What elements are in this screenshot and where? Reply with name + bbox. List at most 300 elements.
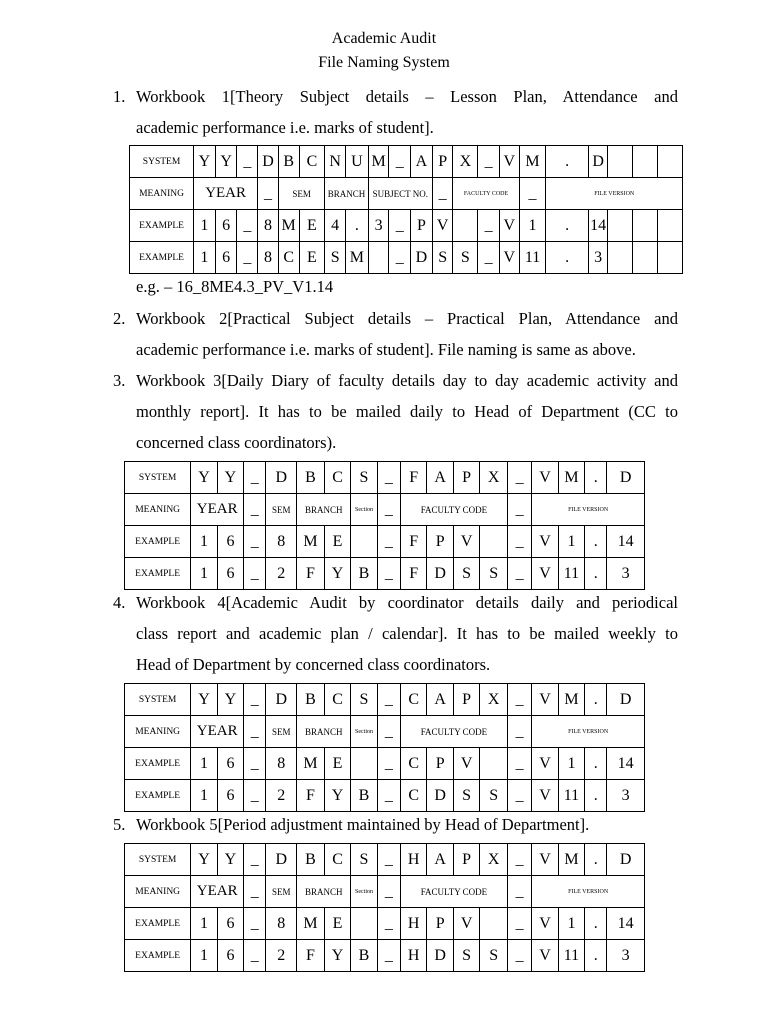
- meaning-branch: BRANCH: [297, 716, 351, 748]
- cell: C: [400, 684, 426, 716]
- cell: A: [427, 844, 453, 876]
- meaning-separator: _: [519, 178, 546, 210]
- cell: [480, 748, 508, 780]
- cell: A: [427, 684, 453, 716]
- cell: Y: [324, 940, 350, 972]
- cell: M: [368, 146, 389, 178]
- system-row: [125, 844, 645, 876]
- row-label: EXAMPLE: [125, 908, 191, 940]
- example-row: [125, 558, 645, 590]
- system-row: [125, 462, 645, 494]
- cell: C: [278, 242, 299, 274]
- cell: 14: [588, 210, 608, 242]
- meaning-separator: _: [432, 178, 453, 210]
- item-3-line-1: Workbook 3[Daily Diary of faculty details day to day academic activity and: [136, 371, 678, 390]
- cell: [633, 146, 658, 178]
- item-5-number: 5.: [113, 815, 126, 834]
- naming-table-workbook-1: [129, 145, 683, 274]
- cell: Y: [215, 146, 237, 178]
- cell: P: [427, 526, 453, 558]
- item-4-number: 4.: [113, 593, 126, 612]
- cell: _: [377, 558, 400, 590]
- cell: P: [453, 844, 479, 876]
- cell: E: [324, 526, 350, 558]
- cell: .: [546, 146, 588, 178]
- example-row: [130, 242, 683, 274]
- cell: .: [585, 684, 607, 716]
- cell: _: [478, 242, 500, 274]
- item-4-line-2: class report and academic plan / calendar]. It has to be mailed weekly to: [136, 624, 678, 643]
- cell: 6: [217, 526, 243, 558]
- meaning-section: Section: [351, 716, 377, 748]
- item-2-line-2: academic performance i.e. marks of student]. File naming is same as above.: [136, 340, 636, 359]
- meaning-separator: _: [507, 716, 531, 748]
- meaning-file-version: FILE VERSION: [546, 178, 683, 210]
- cell: V: [453, 908, 479, 940]
- meaning-row: [130, 178, 683, 210]
- cell: 2: [266, 558, 297, 590]
- cell: X: [480, 844, 508, 876]
- cell: 1: [519, 210, 546, 242]
- cell: 6: [217, 748, 243, 780]
- cell: A: [411, 146, 433, 178]
- document-subtitle: File Naming System: [318, 54, 450, 71]
- row-label: SYSTEM: [125, 684, 191, 716]
- cell: 1: [191, 526, 217, 558]
- cell: _: [377, 684, 400, 716]
- row-label: EXAMPLE: [130, 210, 194, 242]
- item-1-example-text: e.g. – 16_8ME4.3_PV_V1.14: [136, 277, 334, 296]
- row-label: MEANING: [125, 876, 191, 908]
- cell: 1: [558, 908, 584, 940]
- cell: [608, 242, 633, 274]
- cell: .: [585, 558, 607, 590]
- cell: [480, 526, 508, 558]
- cell: _: [377, 940, 400, 972]
- cell: _: [507, 780, 531, 812]
- cell: Y: [217, 684, 243, 716]
- cell: D: [607, 462, 645, 494]
- cell: 1: [558, 748, 584, 780]
- cell: .: [585, 526, 607, 558]
- cell: P: [432, 146, 453, 178]
- cell: S: [351, 844, 377, 876]
- cell: V: [532, 844, 558, 876]
- cell: E: [299, 210, 325, 242]
- cell: F: [400, 462, 426, 494]
- cell: Y: [191, 684, 217, 716]
- cell: S: [480, 558, 508, 590]
- cell: 6: [215, 242, 237, 274]
- meaning-separator: _: [244, 876, 266, 908]
- example-row: [125, 908, 645, 940]
- cell: Y: [191, 462, 217, 494]
- cell: _: [507, 526, 531, 558]
- cell: S: [325, 242, 346, 274]
- cell: 3: [607, 780, 645, 812]
- row-label: MEANING: [130, 178, 194, 210]
- cell: 11: [558, 780, 584, 812]
- cell: H: [400, 844, 426, 876]
- example-row: [130, 210, 683, 242]
- item-4-line-3: Head of Department by concerned class coordinators.: [136, 655, 491, 674]
- cell: .: [585, 462, 607, 494]
- item-3-line-2: monthly report]. It has to be mailed daily to Head of Department (CC to: [136, 402, 678, 421]
- meaning-separator: _: [244, 716, 266, 748]
- cell: .: [346, 210, 369, 242]
- cell: M: [558, 462, 584, 494]
- cell: V: [453, 748, 479, 780]
- meaning-sem: SEM: [266, 494, 297, 526]
- row-label: SYSTEM: [130, 146, 194, 178]
- cell: Y: [324, 558, 350, 590]
- cell: Y: [217, 462, 243, 494]
- cell: _: [244, 526, 266, 558]
- cell: [633, 210, 658, 242]
- row-label: SYSTEM: [125, 462, 191, 494]
- cell: 1: [191, 780, 217, 812]
- cell: S: [453, 780, 479, 812]
- cell: .: [585, 780, 607, 812]
- cell: _: [244, 844, 266, 876]
- meaning-separator: _: [258, 178, 279, 210]
- cell: D: [266, 462, 297, 494]
- cell: V: [532, 684, 558, 716]
- cell: _: [377, 526, 400, 558]
- cell: .: [585, 844, 607, 876]
- meaning-section: Section: [351, 494, 377, 526]
- row-label: EXAMPLE: [130, 242, 194, 274]
- cell: D: [588, 146, 608, 178]
- cell: 14: [607, 526, 645, 558]
- cell: V: [532, 940, 558, 972]
- cell: _: [377, 748, 400, 780]
- cell: M: [519, 146, 546, 178]
- meaning-year: YEAR: [194, 178, 258, 210]
- cell: D: [427, 558, 453, 590]
- meaning-sem: SEM: [266, 716, 297, 748]
- cell: P: [453, 684, 479, 716]
- example-row: [125, 748, 645, 780]
- meaning-separator: _: [507, 494, 531, 526]
- cell: E: [299, 242, 325, 274]
- row-label: EXAMPLE: [125, 558, 191, 590]
- meaning-faculty-code: FACULTY CODE: [453, 178, 519, 210]
- meaning-branch: BRANCH: [297, 876, 351, 908]
- cell: V: [499, 242, 519, 274]
- cell: Y: [324, 780, 350, 812]
- cell: S: [480, 780, 508, 812]
- example-row: [125, 940, 645, 972]
- cell: M: [297, 526, 325, 558]
- cell: _: [244, 940, 266, 972]
- meaning-separator: _: [244, 494, 266, 526]
- item-1-line-1: Workbook 1[Theory Subject details – Lesson Plan, Attendance and: [136, 87, 678, 106]
- cell: 1: [191, 908, 217, 940]
- cell: M: [558, 684, 584, 716]
- cell: [351, 526, 377, 558]
- cell: C: [400, 780, 426, 812]
- cell: 3: [588, 242, 608, 274]
- naming-table-workbook-4: [124, 683, 645, 812]
- cell: 8: [266, 908, 297, 940]
- example-row: [125, 526, 645, 558]
- cell: _: [478, 210, 500, 242]
- cell: .: [546, 242, 588, 274]
- cell: B: [351, 780, 377, 812]
- cell: 1: [191, 940, 217, 972]
- cell: 11: [558, 558, 584, 590]
- meaning-sem: SEM: [278, 178, 325, 210]
- item-3-number: 3.: [113, 371, 126, 390]
- meaning-file-version: FILE VERSION: [532, 876, 645, 908]
- cell: 8: [258, 242, 279, 274]
- cell: B: [297, 462, 325, 494]
- cell: _: [507, 462, 531, 494]
- cell: M: [278, 210, 299, 242]
- meaning-separator: _: [377, 494, 400, 526]
- cell: _: [244, 558, 266, 590]
- meaning-year: YEAR: [191, 716, 244, 748]
- meaning-year: YEAR: [191, 876, 244, 908]
- cell: V: [499, 210, 519, 242]
- item-5-line-1: Workbook 5[Period adjustment maintained by Head of Department].: [136, 815, 590, 834]
- cell: V: [453, 526, 479, 558]
- cell: M: [297, 908, 325, 940]
- item-4-line-1: Workbook 4[Academic Audit by coordinator details daily and periodical: [136, 593, 678, 612]
- cell: A: [427, 462, 453, 494]
- cell: M: [346, 242, 369, 274]
- cell: 1: [191, 558, 217, 590]
- meaning-branch: BRANCH: [297, 494, 351, 526]
- cell: F: [297, 558, 325, 590]
- cell: H: [400, 940, 426, 972]
- cell: P: [427, 908, 453, 940]
- cell: V: [499, 146, 519, 178]
- cell: S: [351, 684, 377, 716]
- cell: C: [324, 844, 350, 876]
- meaning-faculty-code: FACULTY CODE: [400, 876, 507, 908]
- meaning-year: YEAR: [191, 494, 244, 526]
- cell: 3: [607, 558, 645, 590]
- cell: C: [299, 146, 325, 178]
- cell: 1: [558, 526, 584, 558]
- cell: [658, 146, 683, 178]
- cell: .: [546, 210, 588, 242]
- meaning-separator: _: [377, 716, 400, 748]
- cell: Y: [217, 844, 243, 876]
- cell: C: [324, 684, 350, 716]
- cell: [608, 146, 633, 178]
- meaning-file-version: FILE VERSION: [532, 716, 645, 748]
- row-label: MEANING: [125, 716, 191, 748]
- meaning-branch: BRANCH: [325, 178, 368, 210]
- meaning-row: [125, 494, 645, 526]
- cell: _: [507, 684, 531, 716]
- cell: D: [607, 684, 645, 716]
- meaning-row: [125, 716, 645, 748]
- cell: [608, 210, 633, 242]
- cell: B: [351, 940, 377, 972]
- cell: [351, 908, 377, 940]
- meaning-faculty-code: FACULTY CODE: [400, 716, 507, 748]
- cell: D: [427, 940, 453, 972]
- cell: 2: [266, 940, 297, 972]
- cell: P: [427, 748, 453, 780]
- document-title: Academic Audit: [331, 30, 437, 47]
- cell: _: [507, 844, 531, 876]
- cell: .: [585, 748, 607, 780]
- cell: B: [297, 684, 325, 716]
- cell: D: [266, 684, 297, 716]
- meaning-subject-no: SUBJECT NO.: [368, 178, 432, 210]
- row-label: MEANING: [125, 494, 191, 526]
- cell: _: [244, 908, 266, 940]
- cell: 3: [607, 940, 645, 972]
- cell: 8: [266, 748, 297, 780]
- cell: S: [453, 242, 478, 274]
- cell: F: [297, 780, 325, 812]
- cell: .: [585, 908, 607, 940]
- row-label: EXAMPLE: [125, 526, 191, 558]
- cell: V: [532, 558, 558, 590]
- cell: X: [480, 462, 508, 494]
- cell: P: [411, 210, 433, 242]
- cell: N: [325, 146, 346, 178]
- meaning-sem: SEM: [266, 876, 297, 908]
- item-2-line-1: Workbook 2[Practical Subject details – Practical Plan, Attendance and: [136, 309, 678, 328]
- cell: _: [478, 146, 500, 178]
- cell: 6: [217, 558, 243, 590]
- cell: C: [400, 748, 426, 780]
- cell: S: [480, 940, 508, 972]
- cell: _: [507, 748, 531, 780]
- cell: D: [266, 844, 297, 876]
- naming-table-workbook-3: [124, 461, 645, 590]
- cell: X: [453, 146, 478, 178]
- meaning-section: Section: [351, 876, 377, 908]
- cell: S: [453, 558, 479, 590]
- cell: V: [532, 462, 558, 494]
- cell: Y: [194, 146, 216, 178]
- cell: D: [607, 844, 645, 876]
- cell: _: [507, 908, 531, 940]
- cell: V: [532, 908, 558, 940]
- cell: 14: [607, 908, 645, 940]
- row-label: EXAMPLE: [125, 748, 191, 780]
- row-label: EXAMPLE: [125, 780, 191, 812]
- system-row: [130, 146, 683, 178]
- cell: [453, 210, 478, 242]
- cell: M: [297, 748, 325, 780]
- cell: 2: [266, 780, 297, 812]
- cell: X: [480, 684, 508, 716]
- cell: P: [453, 462, 479, 494]
- item-2-number: 2.: [113, 309, 126, 328]
- cell: B: [351, 558, 377, 590]
- cell: 6: [217, 940, 243, 972]
- cell: _: [507, 940, 531, 972]
- cell: _: [244, 780, 266, 812]
- meaning-separator: _: [507, 876, 531, 908]
- cell: _: [389, 146, 411, 178]
- cell: 14: [607, 748, 645, 780]
- cell: C: [324, 462, 350, 494]
- cell: Y: [191, 844, 217, 876]
- cell: [658, 242, 683, 274]
- cell: 1: [194, 210, 216, 242]
- cell: _: [377, 908, 400, 940]
- cell: _: [237, 210, 258, 242]
- cell: 6: [217, 908, 243, 940]
- meaning-separator: _: [377, 876, 400, 908]
- item-1-number: 1.: [113, 87, 126, 106]
- cell: V: [532, 780, 558, 812]
- cell: H: [400, 908, 426, 940]
- cell: V: [432, 210, 453, 242]
- meaning-faculty-code: FACULTY CODE: [400, 494, 507, 526]
- cell: D: [411, 242, 433, 274]
- cell: U: [346, 146, 369, 178]
- row-label: EXAMPLE: [125, 940, 191, 972]
- meaning-file-version: FILE VERSION: [532, 494, 645, 526]
- cell: [351, 748, 377, 780]
- meaning-row: [125, 876, 645, 908]
- cell: _: [507, 558, 531, 590]
- cell: _: [377, 462, 400, 494]
- cell: _: [237, 146, 258, 178]
- naming-table-workbook-5: [124, 843, 645, 972]
- cell: B: [297, 844, 325, 876]
- cell: .: [585, 940, 607, 972]
- cell: 4: [325, 210, 346, 242]
- cell: V: [532, 526, 558, 558]
- item-1-line-2: academic performance i.e. marks of student].: [136, 118, 434, 137]
- cell: 1: [194, 242, 216, 274]
- cell: F: [297, 940, 325, 972]
- cell: V: [532, 748, 558, 780]
- cell: 6: [215, 210, 237, 242]
- cell: 11: [519, 242, 546, 274]
- system-row: [125, 684, 645, 716]
- cell: [480, 908, 508, 940]
- cell: E: [324, 908, 350, 940]
- example-row: [125, 780, 645, 812]
- cell: _: [237, 242, 258, 274]
- cell: _: [377, 844, 400, 876]
- cell: E: [324, 748, 350, 780]
- cell: _: [244, 462, 266, 494]
- cell: _: [244, 748, 266, 780]
- cell: 8: [266, 526, 297, 558]
- cell: [633, 242, 658, 274]
- cell: F: [400, 558, 426, 590]
- cell: S: [432, 242, 453, 274]
- cell: 8: [258, 210, 279, 242]
- cell: [368, 242, 389, 274]
- cell: D: [258, 146, 279, 178]
- cell: F: [400, 526, 426, 558]
- cell: [658, 210, 683, 242]
- item-3-line-3: concerned class coordinators).: [136, 433, 337, 452]
- cell: 6: [217, 780, 243, 812]
- cell: S: [351, 462, 377, 494]
- cell: _: [389, 210, 411, 242]
- cell: S: [453, 940, 479, 972]
- cell: D: [427, 780, 453, 812]
- cell: 11: [558, 940, 584, 972]
- cell: 3: [368, 210, 389, 242]
